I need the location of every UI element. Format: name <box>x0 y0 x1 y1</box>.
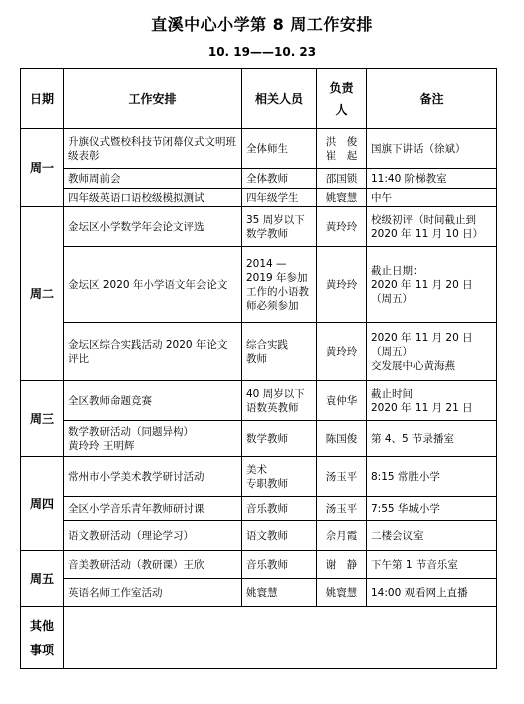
people-cell: 美术 专职教师 <box>242 457 317 497</box>
people-cell: 综合实践 教师 <box>242 323 317 381</box>
notes-cell: 11:40 阶梯教室 <box>367 169 497 189</box>
owner-cell: 佘月霞 <box>317 521 367 551</box>
people-cell: 全体师生 <box>242 129 317 169</box>
task-cell: 全区教师命题竞赛 <box>64 381 242 421</box>
task-cell: 常州市小学美术教学研讨活动 <box>64 457 242 497</box>
task-cell: 数学教研活动（同题异构） 黄玲玲 王明辉 <box>64 421 242 457</box>
task-cell: 四年级英语口语校级模拟测试 <box>64 189 242 207</box>
owner-cell: 黄玲玲 <box>317 247 367 323</box>
owner-cell: 姚寰慧 <box>317 189 367 207</box>
page-title: 直溪中心小学第 8 周工作安排 <box>151 15 373 34</box>
owner-cell: 邵国锁 <box>317 169 367 189</box>
day-cell-wed: 周三 <box>21 381 64 457</box>
header-row <box>21 69 497 129</box>
task-cell: 金坛区 2020 年小学语文年会论文 <box>64 247 242 323</box>
header-notes: 备注 <box>367 69 497 129</box>
people-cell: 40 周岁以下 语数英教师 <box>242 381 317 421</box>
schedule-table <box>20 68 497 669</box>
table-row <box>21 497 497 521</box>
day-cell-other: 其他 事项 <box>21 607 64 669</box>
task-cell: 全区小学音乐青年教师研讨课 <box>64 497 242 521</box>
task-cell: 升旗仪式暨校科技节闭幕仪式文明班级表彰 <box>64 129 242 169</box>
owner-cell: 汤玉平 <box>317 457 367 497</box>
task-cell: 教师周前会 <box>64 169 242 189</box>
people-cell: 全体教师 <box>242 169 317 189</box>
table-row <box>21 323 497 381</box>
owner-cell: 黄玲玲 <box>317 207 367 247</box>
day-cell-tue: 周二 <box>21 207 64 381</box>
task-cell: 语文教研活动（理论学习） <box>64 521 242 551</box>
people-cell: 2014 — 2019 年参加工作的小语教师必须参加 <box>242 247 317 323</box>
owner-cell: 汤玉平 <box>317 497 367 521</box>
owner-cell: 黄玲玲 <box>317 323 367 381</box>
table-row <box>21 169 497 189</box>
header-people: 相关人员 <box>242 69 317 129</box>
day-cell-fri: 周五 <box>21 551 64 607</box>
date-range: 10. 19——10. 23 <box>207 45 317 59</box>
notes-cell: 截止时间 2020 年 11 月 21 日 <box>367 381 497 421</box>
notes-cell: 第 4、5 节录播室 <box>367 421 497 457</box>
owner-cell: 洪 俊 崔 起 <box>317 129 367 169</box>
owner-cell: 袁仲华 <box>317 381 367 421</box>
people-cell: 数学教师 <box>242 421 317 457</box>
owner-cell: 姚寰慧 <box>317 579 367 607</box>
people-cell: 四年级学生 <box>242 189 317 207</box>
table-row <box>21 607 497 669</box>
header-day: 日期 <box>21 69 64 129</box>
task-cell: 英语名师工作室活动 <box>64 579 242 607</box>
notes-cell: 2020 年 11 月 20 日 （周五） 交发展中心黄海燕 <box>367 323 497 381</box>
people-cell: 音乐教师 <box>242 497 317 521</box>
task-cell: 金坛区小学数学年会论文评选 <box>64 207 242 247</box>
people-cell: 35 周岁以下 数学教师 <box>242 207 317 247</box>
owner-cell: 陈国俊 <box>317 421 367 457</box>
notes-cell: 7:55 华城小学 <box>367 497 497 521</box>
notes-cell: 截止日期： 2020 年 11 月 20 日 （周五） <box>367 247 497 323</box>
task-cell: 音美教研活动（教研课）王欣 <box>64 551 242 579</box>
people-cell: 语文教师 <box>242 521 317 551</box>
task-cell: 金坛区综合实践活动 2020 年论文评比 <box>64 323 242 381</box>
table-row <box>21 381 497 421</box>
notes-cell: 二楼会议室 <box>367 521 497 551</box>
owner-cell: 谢 静 <box>317 551 367 579</box>
notes-cell: 国旗下讲话（徐斌） <box>367 129 497 169</box>
notes-cell: 下午第 1 节音乐室 <box>367 551 497 579</box>
table-row <box>21 189 497 207</box>
people-cell: 音乐教师 <box>242 551 317 579</box>
table-row <box>21 579 497 607</box>
table-row <box>21 129 497 169</box>
notes-cell: 14:00 观看网上直播 <box>367 579 497 607</box>
day-cell-mon: 周一 <box>21 129 64 207</box>
table-row <box>21 551 497 579</box>
other-notes-cell <box>64 607 497 669</box>
header-task: 工作安排 <box>64 69 242 129</box>
notes-cell: 中午 <box>367 189 497 207</box>
table-row <box>21 457 497 497</box>
people-cell: 姚寰慧 <box>242 579 317 607</box>
notes-cell: 校级初评（时间截止到 2020 年 11 月 10 日） <box>367 207 497 247</box>
table-row <box>21 421 497 457</box>
table-row <box>21 247 497 323</box>
day-cell-thu: 周四 <box>21 457 64 551</box>
table-row <box>21 521 497 551</box>
notes-cell: 8:15 常胜小学 <box>367 457 497 497</box>
table-row <box>21 207 497 247</box>
header-owner: 负责 人 <box>317 69 367 129</box>
